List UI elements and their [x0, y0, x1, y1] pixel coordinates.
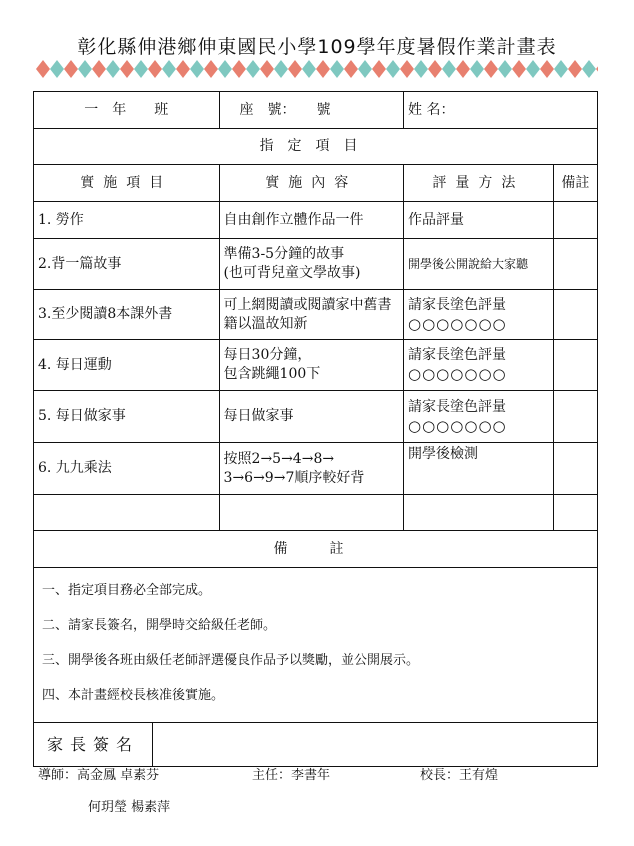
band-diamond: [456, 60, 470, 78]
band-diamond: [526, 60, 540, 78]
band-diamond: [148, 60, 162, 78]
band-diamond: [274, 60, 288, 78]
band-diamond: [414, 60, 428, 78]
band-diamond: [302, 60, 316, 78]
band-diamond: [232, 60, 246, 78]
band-diamond: [512, 60, 526, 78]
band-diamond: [442, 60, 456, 78]
col-header-method: 評量方法: [404, 165, 554, 202]
note-item: 二、請家長簽名，開學時交給級任老師。: [42, 618, 277, 633]
remark-cell: [553, 391, 597, 443]
designated-items-header: 指定項目: [34, 129, 598, 165]
rating-circles: ○○○○○○○: [408, 416, 507, 435]
notes-header: 備 註: [34, 531, 598, 568]
band-diamond: [204, 60, 218, 78]
remark-cell: [553, 290, 597, 340]
content-cell: 準備3-5分鐘的故事 (也可背兒童文學故事): [219, 239, 403, 290]
content-cell: 每日30分鐘， 包含跳繩100下: [219, 340, 403, 391]
rating-circles: ○○○○○○○: [408, 365, 507, 383]
band-diamond: [246, 60, 260, 78]
band-diamond: [554, 60, 568, 78]
band-diamond: [64, 60, 78, 78]
band-diamond: [162, 60, 176, 78]
band-diamond: [176, 60, 190, 78]
band-diamond: [428, 60, 442, 78]
band-diamond: [92, 60, 106, 78]
plan-table: [33, 91, 598, 767]
parent-signature-row: [34, 723, 598, 767]
col-header-remark: 備註: [553, 165, 597, 202]
band-diamond: [400, 60, 414, 78]
parent-signature-field[interactable]: [153, 723, 597, 766]
col-header-item: 實施項目: [34, 165, 220, 202]
item-cell: 4. 每日運動: [34, 340, 220, 391]
remark-cell: [553, 239, 597, 290]
item-cell: 2.背一篇故事: [34, 239, 220, 290]
band-diamond: [190, 60, 204, 78]
info-row: [34, 92, 598, 129]
method-cell: 開學後公開說給大家聽: [404, 239, 554, 290]
method-text: 請家長塗色評量: [408, 398, 506, 415]
band-diamond: [288, 60, 302, 78]
table-row: [34, 202, 598, 239]
band-diamond: [330, 60, 344, 78]
band-diamond: [596, 60, 598, 78]
item-cell: 1. 勞作: [34, 202, 220, 239]
footer-director: 主任：李書年: [252, 768, 331, 783]
band-diamond: [50, 60, 64, 78]
content-cell: 按照2→5→4→8→ 3→6→9→7順序較好背: [219, 443, 403, 495]
band-diamond: [134, 60, 148, 78]
band-diamond: [372, 60, 386, 78]
band-diamond: [582, 60, 596, 78]
method-cell: [404, 290, 554, 340]
item-cell: 6. 九九乘法: [34, 443, 220, 495]
band-diamond: [260, 60, 274, 78]
band-diamond: [540, 60, 554, 78]
band-diamond: [36, 60, 50, 78]
decorative-diamond-band: [36, 60, 598, 78]
content-cell: 可上網閱讀或閱讀家中舊書籍以溫故知新: [219, 290, 403, 340]
note-item: 四、本計畫經校長核准後實施。: [42, 688, 225, 703]
method-text: 請家長塗色評量: [408, 296, 506, 313]
band-diamond: [344, 60, 358, 78]
band-diamond: [106, 60, 120, 78]
note-item: 三、開學後各班由級任老師評選優良作品予以獎勵，並公開展示。: [42, 653, 420, 668]
table-row: [34, 290, 598, 340]
content-cell: 自由創作立體作品一件: [219, 202, 403, 239]
table-row: [34, 340, 598, 391]
method-cell: 開學後檢測: [404, 443, 554, 495]
remark-cell: [553, 202, 597, 239]
item-cell: 3.至少閱讀8本課外書: [34, 290, 220, 340]
band-diamond: [358, 60, 372, 78]
content-cell: 每日做家事: [219, 391, 403, 443]
column-header-row: [34, 165, 598, 202]
rating-circles: ○○○○○○○: [408, 314, 507, 333]
parent-signature-label: 家長簽名: [34, 723, 153, 766]
band-diamond: [498, 60, 512, 78]
seat-cell: 座 號： 號: [219, 92, 403, 129]
note-item: 一、指定項目務必全部完成。: [42, 583, 212, 598]
empty-row: [34, 495, 598, 531]
method-cell: 作品評量: [404, 202, 554, 239]
name-cell: 姓 名：: [404, 92, 598, 129]
class-cell: 一 年 班: [34, 92, 220, 129]
footer-teachers-2: 何玥瑩 楊素萍: [88, 800, 171, 815]
method-text: 請家長塗色評量: [408, 347, 506, 363]
remark-cell: [553, 443, 597, 495]
band-diamond: [470, 60, 484, 78]
table-row: [34, 391, 598, 443]
band-diamond: [568, 60, 582, 78]
col-header-content: 實施內容: [219, 165, 403, 202]
item-cell: 5. 每日做家事: [34, 391, 220, 443]
remark-cell: [553, 340, 597, 391]
footer-principal: 校長：王有煌: [420, 768, 499, 783]
method-cell: [404, 340, 554, 391]
band-diamond: [484, 60, 498, 78]
band-diamond: [386, 60, 400, 78]
band-diamond: [316, 60, 330, 78]
table-row: [34, 443, 598, 495]
page-title: 彰化縣伸港鄉伸東國民小學109學年度暑假作業計畫表: [77, 36, 557, 58]
band-diamond: [78, 60, 92, 78]
table-row: [34, 239, 598, 290]
band-diamond: [218, 60, 232, 78]
notes-section: [34, 568, 598, 723]
footer-teachers: 導師：高金鳳 卓素芬: [38, 768, 160, 783]
method-cell: [404, 391, 554, 443]
band-diamond: [120, 60, 134, 78]
